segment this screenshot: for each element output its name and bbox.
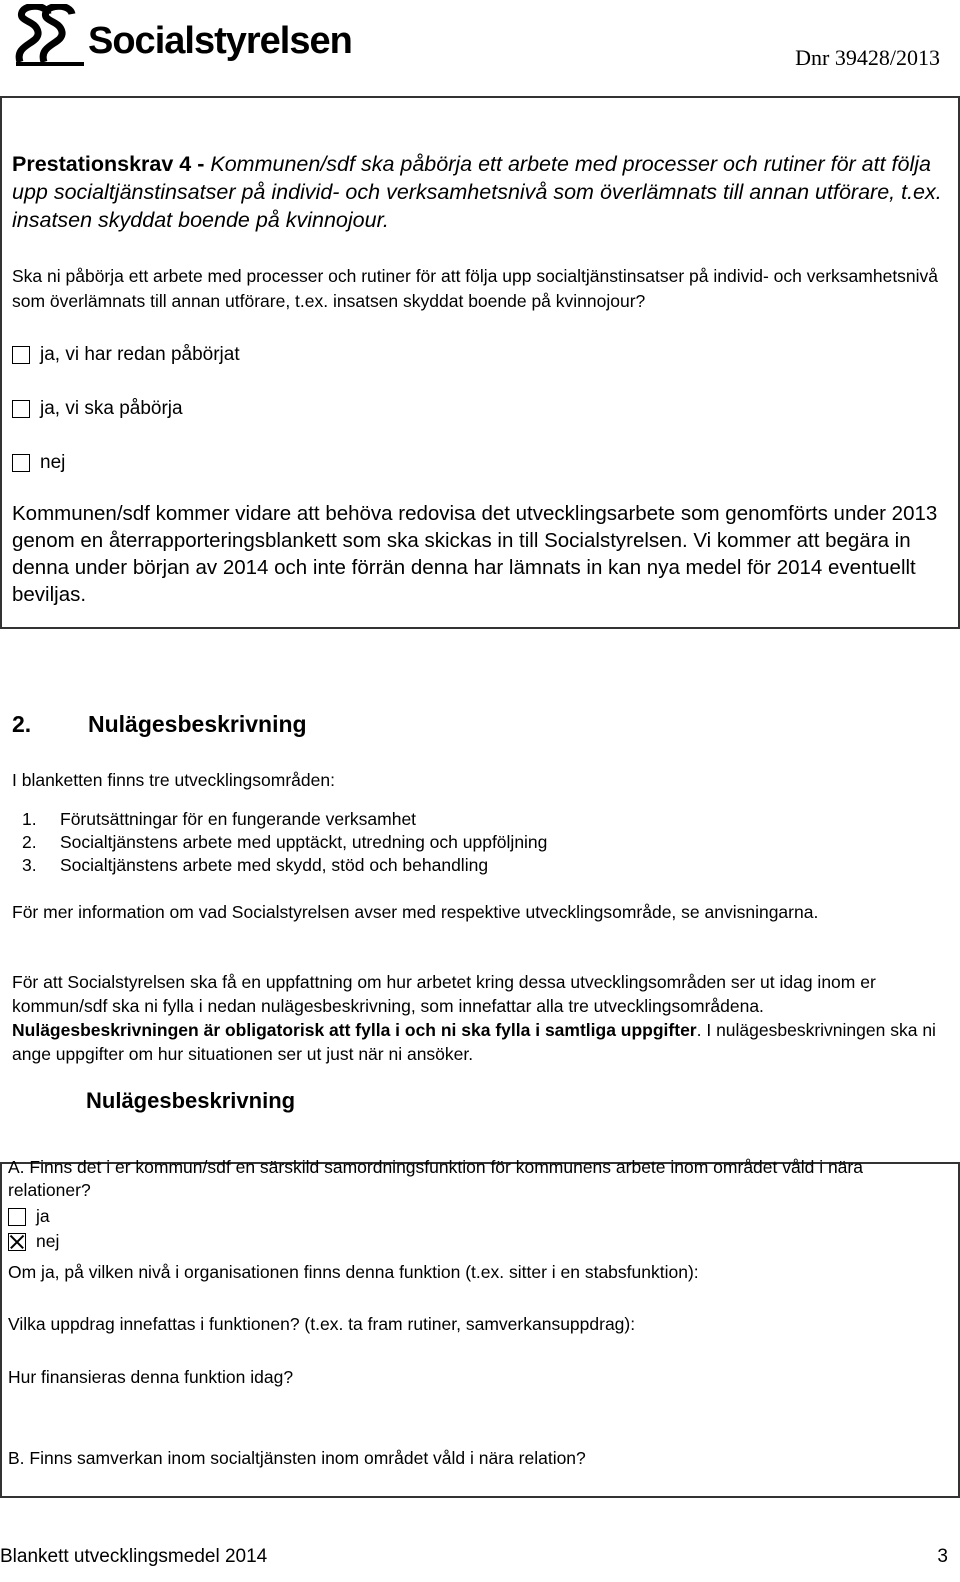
list-item [12,808,547,831]
checkbox[interactable] [12,346,30,364]
instructions-paragraph [12,970,947,1066]
list-item [12,854,547,877]
section-heading [12,712,307,737]
list-number: 3. [22,855,37,875]
instructions-text: För att Socialstyrelsen ska få en uppfattning om hur arbetet kring dessa utvecklingsområden ser ut idag inom er kommun/sdf ska ni fylla i nedan nulägesbeskrivning, som innefattar alla tre utvecklingsområdena. [12,972,876,1016]
option-label: ja, vi har redan påbörjat [40,344,240,365]
instructions-mandatory: Nulägesbeskrivningen är obligatorisk att fylla i och ni ska fylla i samtliga uppgifter [12,1020,697,1040]
question-b: B. Finns samverkan inom socialtjänsten inom området våld i nära relation? [8,1448,586,1468]
question-a-level: Om ja, på vilken nivå i organisationen finns denna funktion (t.ex. sitter i en stabsfunktion): [8,1262,699,1282]
option-label: ja [36,1206,50,1226]
logo-wordmark: Socialstyrelsen [88,20,352,62]
section-number: 2. [12,711,32,737]
option-label: nej [40,452,66,473]
question-a-tasks: Vilka uppdrag innefattas i funktionen? (t.ex. ta fram rutiner, samverkansuppdrag): [8,1314,636,1334]
option-label: nej [36,1231,60,1251]
subsection-heading: Nulägesbeskrivning [86,1088,296,1113]
checkbox[interactable] [12,454,30,472]
list-item [12,831,547,854]
instructions-text-end: . I nulägesbeskrivningen ska ni ange uppgifter om hur situationen ser ut just när ni ansöker. [12,1020,936,1064]
requirement-label: Prestationskrav 4 - [12,152,211,176]
checkbox[interactable] [12,400,30,418]
list-number: 2. [22,832,37,852]
question-a-financing: Hur finansieras denna funktion idag? [8,1367,294,1387]
development-areas-list [12,808,547,877]
option-a-no[interactable] [8,1231,59,1252]
section-title: Nulägesbeskrivning [88,711,307,737]
option-a-yes[interactable] [8,1206,50,1227]
option-will-start[interactable] [12,398,183,420]
list-number: 1. [22,809,37,829]
list-text: Socialtjänstens arbete med skydd, stöd och behandling [60,855,489,875]
requirement-note: Kommunen/sdf kommer vidare att behöva redovisa det utvecklingsarbete som genomförts under 2013 genom en återrapporteringsblankett som ska skickas in till Socialstyrelsen. Vi kommer att begära in denna under början av 2014 och inte förrän denna har lämnats in kan nya medel för 2014 eventuellt beviljas. [12,502,938,606]
requirement-question: Ska ni påbörja ett arbete med processer och rutiner för att följa upp socialtjänstinsatser på individ- och verksamhetsnivå som överlämnats till annan utförare, t.ex. insatsen skyddat boende på kvinnojour? [12,266,939,311]
question-a: A. Finns det i er kommun/sdf en särskild samordningsfunktion för kommunens arbete inom området våld i nära relationer? [8,1157,863,1200]
option-already-started[interactable] [12,344,240,366]
footer-title: Blankett utvecklingsmedel 2014 [0,1546,268,1567]
list-text: Förutsättningar för en fungerande verksamhet [60,809,417,829]
requirement-description: Kommunen/sdf ska påbörja ett arbete med processer och rutiner för att följa upp socialtjänstinsatser på individ- och verksamhetsnivå som överlämnats till annan utförare, t.ex. insatsen skyddat boende på kvinnojour. [12,152,942,232]
section-intro: I blanketten finns tre utvecklingsområden: [12,770,335,790]
option-label: ja, vi ska påbörja [40,398,183,419]
requirement-title [12,150,942,234]
checkbox-checked[interactable] [8,1233,26,1251]
option-no[interactable] [12,452,65,474]
page-number: 3 [937,1546,948,1567]
document-number: Dnr 39428/2013 [795,45,940,70]
list-text: Socialtjänstens arbete med upptäckt, utredning och uppföljning [60,832,548,852]
more-info-paragraph: För mer information om vad Socialstyrelsen avser med respektive utvecklingsområde, se anvisningarna. [12,902,819,922]
checkbox[interactable] [8,1208,26,1226]
